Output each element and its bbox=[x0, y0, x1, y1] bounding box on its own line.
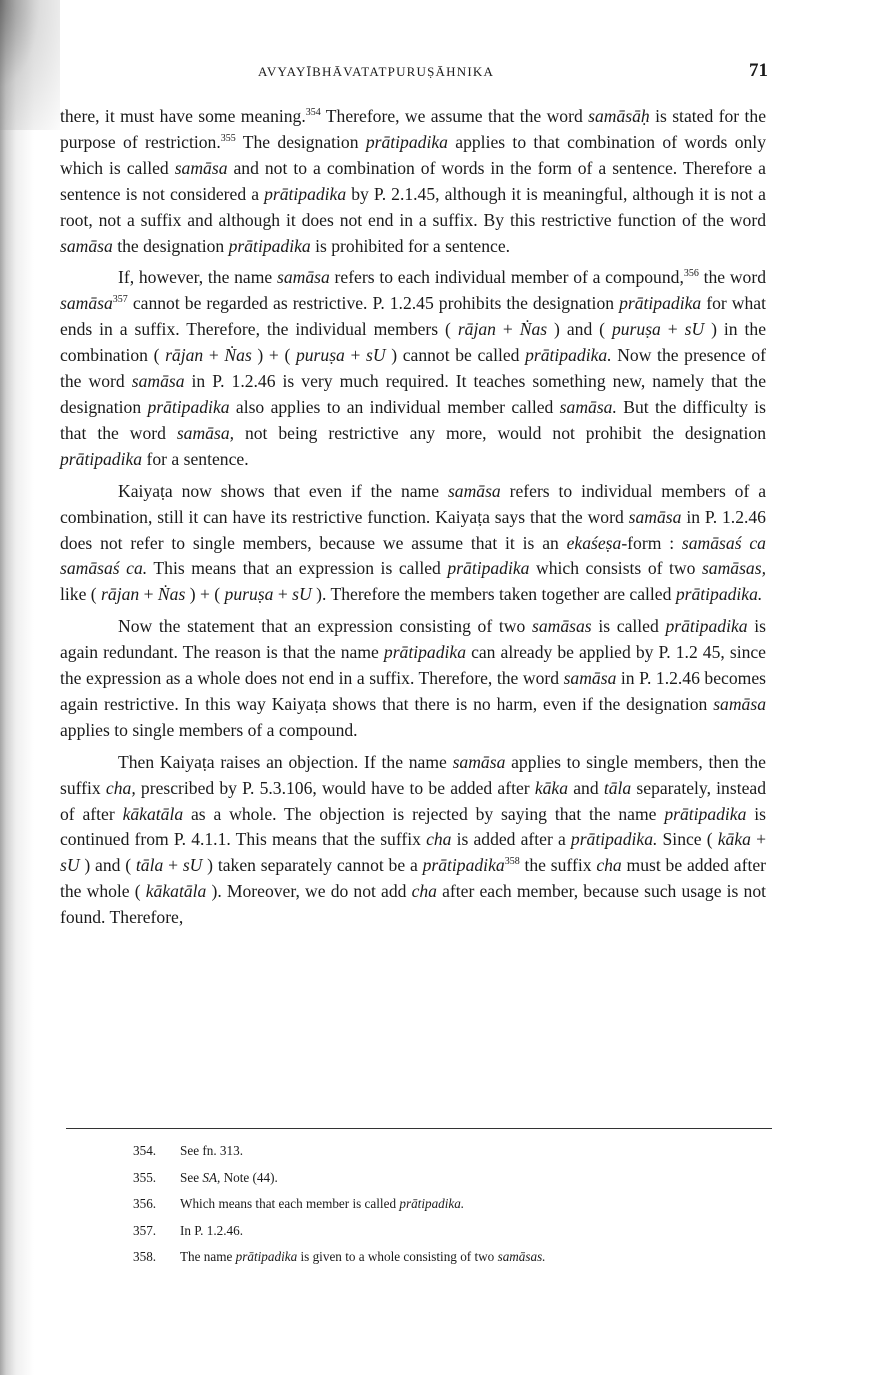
italic-term: sU bbox=[60, 855, 80, 876]
italic-term: prātipadika bbox=[383, 642, 467, 663]
page-edge-shadow bbox=[0, 0, 34, 1375]
footnote-number: 358. bbox=[133, 1249, 157, 1265]
paragraph bbox=[60, 750, 766, 931]
text-run: + bbox=[139, 584, 158, 605]
italic-term: samāsas bbox=[532, 616, 592, 637]
italic-term: puruṣa bbox=[224, 584, 274, 605]
text-run: ) and ( bbox=[547, 319, 612, 340]
text-run: prescribed by P. 5.3.106, would have to be added after bbox=[135, 777, 535, 798]
text-run: the designation bbox=[112, 235, 229, 256]
text-run: -form : bbox=[621, 532, 682, 553]
footnote-number: 356. bbox=[133, 1196, 157, 1212]
text-run: must be added after the whole ( bbox=[60, 855, 766, 902]
italic-term: Ṅas bbox=[157, 584, 186, 605]
text-run: is called bbox=[591, 616, 666, 637]
text-run: is prohibited for a sentence. bbox=[310, 235, 511, 256]
footnotes bbox=[133, 1138, 773, 1271]
italic-term: kākatāla bbox=[145, 881, 207, 902]
text-run: Which means that each member is called bbox=[180, 1196, 400, 1212]
italic-term: samāsa bbox=[563, 668, 617, 689]
text-run: there, it must have some meaning. bbox=[60, 106, 306, 126]
italic-term: cha, bbox=[105, 777, 136, 798]
text-run: Since ( bbox=[657, 829, 718, 850]
footnote-ref: 354 bbox=[305, 107, 321, 119]
text-run: ) and ( bbox=[79, 855, 136, 876]
text-run: as a whole. The objection is rejected by saying that the name bbox=[183, 803, 665, 824]
text-run: applies to single members, then the suffix bbox=[60, 751, 766, 798]
italic-term: samāsaś ca samāsaś ca. bbox=[60, 532, 766, 579]
italic-term: prātipadika bbox=[60, 448, 143, 469]
italic-term: prātipadika bbox=[447, 558, 530, 579]
text-run: for what ends in a suffix. Therefore, the individual members ( bbox=[60, 293, 767, 340]
italic-term: samāsa bbox=[713, 693, 766, 714]
italic-term: kāka bbox=[717, 829, 751, 850]
italic-term: samāsa bbox=[131, 371, 185, 392]
text-run: Kaiyaṭa now shows that even if the name bbox=[118, 480, 448, 501]
italic-term: Ṅas bbox=[519, 319, 548, 340]
italic-term: kākatāla bbox=[122, 803, 184, 824]
italic-term: prātipadika bbox=[664, 803, 747, 824]
footnote bbox=[133, 1218, 773, 1245]
italic-term: samāsa bbox=[628, 506, 682, 527]
italic-term: prātipadika bbox=[235, 1249, 298, 1265]
text-run: This means that an expression is called bbox=[147, 558, 448, 579]
text-run: ) taken separately cannot be a bbox=[202, 855, 423, 876]
italic-term: samāsas. bbox=[497, 1249, 546, 1265]
italic-term: prātipadika. bbox=[399, 1196, 465, 1212]
text-run: The name bbox=[180, 1249, 236, 1265]
italic-term: samāsas, bbox=[701, 558, 766, 579]
text-run: ). Moreover, we do not add bbox=[206, 881, 412, 902]
italic-term: samāsa bbox=[452, 751, 506, 772]
text-run: In P. 1.2.46. bbox=[180, 1222, 244, 1238]
text-run: See fn. 313. bbox=[180, 1143, 243, 1158]
italic-term: samāsa bbox=[60, 293, 113, 314]
italic-term: samāsa bbox=[276, 267, 330, 288]
text-run: is added after a bbox=[451, 829, 571, 850]
running-head: AVYAYĪBHĀVATATPURUṢĀHNIKA bbox=[258, 64, 495, 79]
footnote bbox=[133, 1165, 773, 1192]
italic-term: tāla bbox=[135, 855, 164, 876]
text-run: which consists of two bbox=[529, 558, 702, 579]
italic-term: prātipadika. bbox=[675, 584, 763, 605]
italic-term: sU bbox=[684, 319, 705, 340]
italic-term: Ṅas bbox=[224, 345, 252, 366]
text-run: also applies to an individual member called bbox=[229, 396, 560, 417]
italic-term: prātipadika bbox=[365, 131, 448, 152]
text-run: can already be applied by P. 1.2 45, since the expression as a whole does not end in a suffix. Therefore, the word bbox=[60, 642, 766, 689]
text-run: the suffix bbox=[519, 855, 597, 876]
text-run: ). Therefore the members taken together are called bbox=[311, 584, 676, 605]
text-run: + bbox=[163, 855, 183, 876]
paragraph bbox=[60, 104, 766, 259]
page-corner-shadow bbox=[0, 0, 60, 130]
text-run: in P. 1.2.46 becomes again restrictive. In this way Kaiyaṭa shows that there is no harm, even if the designation bbox=[60, 668, 766, 714]
text-run: separately, instead of after bbox=[60, 777, 766, 824]
italic-term: samāsa bbox=[447, 480, 501, 501]
text-run: + bbox=[660, 319, 685, 340]
text-run: by P. 2.1.45, although it is meaningful, although it is not a root, not a suffix and although it does not end in a suffix. By this restrictive function of the word bbox=[60, 183, 766, 230]
text-run: and bbox=[568, 777, 604, 798]
footnote-ref: 355 bbox=[220, 133, 236, 145]
italic-term: samāsa bbox=[174, 157, 228, 178]
italic-term: cha bbox=[426, 829, 452, 850]
italic-term: cha bbox=[596, 855, 622, 876]
italic-term: prātipadika bbox=[147, 396, 230, 417]
footnote bbox=[133, 1191, 773, 1218]
text-run: for a sentence. bbox=[142, 448, 249, 469]
body-text bbox=[60, 104, 766, 937]
italic-term: samāsāḥ bbox=[588, 106, 650, 126]
italic-term: kāka bbox=[534, 777, 569, 798]
italic-term: cha bbox=[411, 881, 437, 902]
italic-term: prātipadika bbox=[619, 293, 702, 314]
text-run: + bbox=[750, 829, 766, 850]
text-run: refers to each individual member of a compound, bbox=[329, 267, 684, 288]
footnote bbox=[133, 1138, 773, 1165]
paragraph bbox=[60, 265, 766, 472]
text-run: ) cannot be called bbox=[385, 345, 526, 366]
text-run: Note (44). bbox=[220, 1169, 278, 1185]
italic-term: prātipadika bbox=[264, 183, 347, 204]
footnote-number: 357. bbox=[133, 1222, 157, 1238]
text-run: after each member, because such usage is not found. Therefore, bbox=[60, 881, 767, 928]
italic-term: samāsa bbox=[60, 235, 113, 256]
italic-term: tāla bbox=[603, 777, 632, 798]
text-run: in P. 1.2.46 does not refer to single members, because we assume that it is an bbox=[60, 506, 766, 553]
text-run: But the difficulty is that the word bbox=[60, 396, 766, 443]
text-run: Therefore, we assume that the word bbox=[320, 106, 589, 126]
footnote-number: 354. bbox=[133, 1143, 157, 1158]
footnote-ref: 357 bbox=[112, 294, 128, 306]
text-run: cannot be regarded as restrictive. P. 1.2.45 prohibits the designation bbox=[127, 293, 620, 314]
text-run: ) + ( bbox=[251, 345, 296, 366]
footnote-ref: 358 bbox=[504, 856, 520, 868]
italic-term: ekaśeṣa bbox=[566, 532, 622, 553]
text-run: like ( bbox=[60, 584, 102, 605]
italic-term: rājan bbox=[101, 584, 140, 605]
italic-term: prātipadika bbox=[665, 616, 748, 637]
page-header bbox=[258, 60, 768, 84]
text-run: is stated for the purpose of restriction. bbox=[60, 106, 767, 152]
italic-term: rājan bbox=[165, 345, 204, 366]
footnote-rule bbox=[66, 1128, 772, 1129]
italic-term: prātipadika. bbox=[525, 345, 612, 366]
italic-term: prātipadika bbox=[422, 855, 505, 876]
italic-term: samāsa, bbox=[176, 422, 235, 443]
footnote-ref: 356 bbox=[683, 268, 699, 280]
italic-term: samāsa. bbox=[559, 396, 617, 417]
italic-term: SA, bbox=[202, 1169, 221, 1185]
text-run: is given to a whole consisting of two bbox=[297, 1249, 498, 1265]
text-run: refers to individual members of a combination, still it can have its restrictive function. Kaiyaṭa says that the word bbox=[60, 480, 767, 527]
italic-term: sU bbox=[366, 345, 386, 366]
footnote-number: 355. bbox=[133, 1169, 157, 1185]
italic-term: prātipadika. bbox=[570, 829, 658, 850]
italic-term: sU bbox=[292, 584, 312, 605]
text-run: + bbox=[203, 345, 225, 366]
text-run: is again redundant. The reason is that the name bbox=[60, 616, 767, 663]
text-run: the word bbox=[698, 267, 767, 288]
italic-term: puruṣa bbox=[295, 345, 345, 366]
text-run: The designation bbox=[235, 131, 366, 152]
text-run: not being restrictive any more, would not prohibit the designation bbox=[234, 422, 766, 443]
italic-term: rājan bbox=[457, 319, 496, 340]
text-run: in P. 1.2.46 is very much required. It teaches something new, namely that the designation bbox=[60, 371, 766, 417]
text-run: and not to a combination of words in the form of a sentence. Therefore a sentence is not considered a bbox=[60, 157, 766, 204]
text-run: ) in the combination ( bbox=[60, 319, 766, 366]
page-number: 71 bbox=[749, 60, 768, 81]
text-run: If, however, the name bbox=[118, 267, 277, 288]
text-run: applies to single members of a compound. bbox=[60, 719, 358, 740]
italic-term: sU bbox=[182, 855, 203, 876]
text-run: ) + ( bbox=[185, 584, 225, 605]
text-run: + bbox=[273, 584, 293, 605]
paragraph bbox=[60, 479, 766, 609]
footnote bbox=[133, 1244, 773, 1271]
text-run: See bbox=[180, 1169, 203, 1185]
text-run: Then Kaiyaṭa raises an objection. If the name bbox=[118, 751, 453, 772]
text-run: + bbox=[495, 319, 520, 340]
text-run: Now the presence of the word bbox=[60, 345, 766, 392]
text-run: is continued from P. 4.1.1. This means that the suffix bbox=[60, 803, 766, 850]
italic-term: prātipadika bbox=[228, 235, 311, 256]
italic-term: puruṣa bbox=[611, 319, 661, 340]
text-run: applies to that combination of words only which is called bbox=[60, 131, 766, 178]
paragraph bbox=[60, 614, 766, 744]
text-run: Now the statement that an expression consisting of two bbox=[118, 616, 532, 637]
text-run: + bbox=[344, 345, 367, 366]
